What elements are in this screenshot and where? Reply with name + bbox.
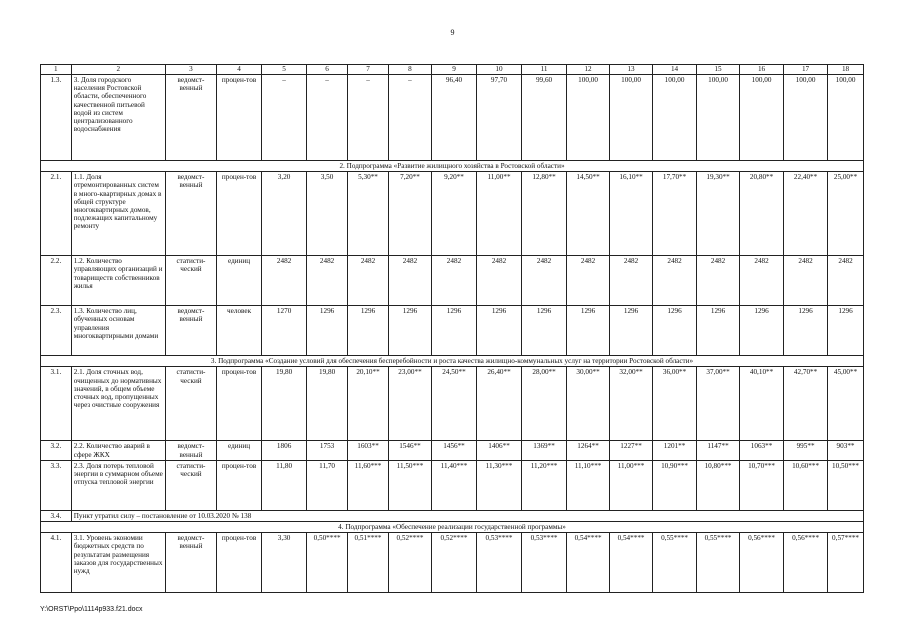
value-cell: 10,60*** [784,460,828,510]
value-cell: 100,00 [828,75,864,161]
value-cell: 100,00 [697,75,740,161]
row-number: 2.3. [41,306,72,356]
value-cell: 2482 [477,256,522,306]
column-number: 18 [828,65,864,75]
unit: процен-тов [217,533,262,593]
column-number: 2 [71,65,165,75]
unit: единиц [217,256,262,306]
value-cell: 1270 [262,306,307,356]
value-cell: 16,10** [610,172,653,256]
column-number: 10 [477,65,522,75]
row-number: 2.1. [41,172,72,256]
value-cell: 0,53**** [522,533,567,593]
value-cell: 0,53**** [477,533,522,593]
value-cell: 1296 [610,306,653,356]
value-cell: 11,00** [477,172,522,256]
column-number: 17 [784,65,828,75]
value-cell: 0,50**** [307,533,348,593]
value-cell: 1296 [740,306,784,356]
table-row [41,75,864,161]
value-cell: 11,00*** [610,460,653,510]
unit: процен-тов [217,75,262,161]
value-cell: 100,00 [653,75,697,161]
subprogram-heading-row [41,356,864,367]
value-cell: 1753 [307,441,348,460]
value-cell: 0,55**** [653,533,697,593]
column-number-row [41,65,864,75]
column-number: 6 [307,65,348,75]
value-cell: 2482 [348,256,389,306]
table-row [41,256,864,306]
column-number: 3 [165,65,216,75]
value-cell: 10,70*** [740,460,784,510]
value-cell: 0,54**** [610,533,653,593]
indicator-type: ведомст-венный [165,172,216,256]
value-cell: 100,00 [610,75,653,161]
indicator-type: ведомст-венный [165,533,216,593]
value-cell: 100,00 [567,75,610,161]
value-cell: 99,60 [522,75,567,161]
value-cell: 7,20** [388,172,431,256]
table-row [41,533,864,593]
value-cell: 3,50 [307,172,348,256]
value-cell: 2482 [388,256,431,306]
value-cell: 0,55**** [697,533,740,593]
unit: процен-тов [217,367,262,441]
value-cell: 1603** [348,441,389,460]
value-cell: 45,00** [828,367,864,441]
indicator-type: статисти-ческий [165,460,216,510]
value-cell: 10,90*** [653,460,697,510]
value-cell: 1456** [431,441,476,460]
value-cell: 2482 [307,256,348,306]
unit: процен-тов [217,172,262,256]
value-cell: 2482 [740,256,784,306]
value-cell: 1296 [828,306,864,356]
value-cell: 100,00 [784,75,828,161]
value-cell: 903** [828,441,864,460]
value-cell: 995** [784,441,828,460]
value-cell: 14,50** [567,172,610,256]
value-cell: 0,54**** [567,533,610,593]
row-number: 2.2. [41,256,72,306]
value-cell: 11,80 [262,460,307,510]
value-cell: 1296 [348,306,389,356]
indicator-name: 1.3. Количество лиц, обученных основам управления многоквартирными домами [71,306,165,356]
subprogram-heading: 4. Подпрограмма «Обеспечение реализации государственной программы» [41,522,864,533]
subprogram-heading: 2. Подпрограмма «Развитие жилищного хозяйства в Ростовской области» [41,161,864,172]
column-number: 16 [740,65,784,75]
value-cell: 1296 [653,306,697,356]
value-cell: 1147** [697,441,740,460]
table-row [41,510,864,521]
value-cell: 23,00** [388,367,431,441]
value-cell: 11,50*** [388,460,431,510]
value-cell: – [307,75,348,161]
table-row [41,460,864,510]
value-cell: 11,20*** [522,460,567,510]
value-cell: 42,70** [784,367,828,441]
column-number: 15 [697,65,740,75]
value-cell: 25,00** [828,172,864,256]
value-cell: 1806 [262,441,307,460]
subprogram-heading: 3. Подпрограмма «Создание условий для обеспечения бесперебойности и роста качества жилищно-коммунальных услуг на территории Ростовской области» [41,356,864,367]
value-cell: 11,30*** [477,460,522,510]
column-number: 11 [522,65,567,75]
indicator-name: 1.2. Количество управляющих организаций и товариществ собственников жилья [71,256,165,306]
repealed-note: Пункт утратил силу – постановление от 10.03.2020 № 138 [71,510,863,521]
unit: единиц [217,441,262,460]
value-cell: 12,80** [522,172,567,256]
value-cell: 40,10** [740,367,784,441]
value-cell: 1406** [477,441,522,460]
value-cell: 19,30** [697,172,740,256]
value-cell: 11,40*** [431,460,476,510]
value-cell: 30,00** [567,367,610,441]
indicator-type: ведомст-венный [165,75,216,161]
row-number: 3.2. [41,441,72,460]
value-cell: 19,80 [307,367,348,441]
value-cell: 96,40 [431,75,476,161]
value-cell: 10,50*** [828,460,864,510]
unit: человек [217,306,262,356]
table-row [41,367,864,441]
subprogram-heading-row [41,522,864,533]
column-number: 14 [653,65,697,75]
value-cell: 37,00** [697,367,740,441]
file-path-footer: Y:\ORST\Ppo\1114p933.f21.docx [40,606,143,613]
value-cell: 2482 [610,256,653,306]
value-cell: 0,51**** [348,533,389,593]
indicator-type: статисти-ческий [165,256,216,306]
value-cell: 11,60*** [348,460,389,510]
value-cell: 19,80 [262,367,307,441]
value-cell: 10,80*** [697,460,740,510]
row-number: 1.3. [41,75,72,161]
value-cell: 0,56**** [740,533,784,593]
indicator-name: 2.1. Доля сточных вод, очищенных до нормативных значений, в общем объеме сточных вод, пропущенных через очистные сооружения [71,367,165,441]
value-cell: 2482 [522,256,567,306]
page-number: 9 [450,28,455,37]
column-number: 12 [567,65,610,75]
table-row [41,172,864,256]
value-cell: 1369** [522,441,567,460]
value-cell: 1227** [610,441,653,460]
value-cell: 1296 [522,306,567,356]
value-cell: 1063** [740,441,784,460]
value-cell: 32,00** [610,367,653,441]
row-number: 3.1. [41,367,72,441]
value-cell: – [388,75,431,161]
unit: процен-тов [217,460,262,510]
value-cell: 1296 [431,306,476,356]
value-cell: 100,00 [740,75,784,161]
value-cell: 17,70** [653,172,697,256]
column-number: 7 [348,65,389,75]
table-row [41,441,864,460]
column-number: 9 [431,65,476,75]
value-cell: 22,40** [784,172,828,256]
table-row [41,306,864,356]
value-cell: 1296 [567,306,610,356]
column-number: 4 [217,65,262,75]
column-number: 8 [388,65,431,75]
row-number: 3.4. [41,510,72,521]
value-cell: – [262,75,307,161]
value-cell: 2482 [653,256,697,306]
indicator-name: 3.1. Уровень экономии бюджетных средств по результатам размещения заказов для государственных нужд [71,533,165,593]
value-cell: – [348,75,389,161]
value-cell: 1296 [388,306,431,356]
value-cell: 28,00** [522,367,567,441]
value-cell: 20,10** [348,367,389,441]
value-cell: 2482 [828,256,864,306]
subprogram-heading-row [41,161,864,172]
value-cell: 2482 [262,256,307,306]
value-cell: 1296 [784,306,828,356]
value-cell: 36,00** [653,367,697,441]
indicator-name: 1.1. Доля отремонтированных систем в много-квартирных домах в общей структуре многоквартирных домов, подлежащих капитальному ремонту [71,172,165,256]
indicator-name: 3. Доля городского населения Ростовской области, обеспеченного качественной питьевой водой из систем централизованного водоснабжения [71,75,165,161]
value-cell: 2482 [784,256,828,306]
column-number: 13 [610,65,653,75]
indicator-name: 2.2. Количество аварий в сфере ЖКХ [71,441,165,460]
value-cell: 1546** [388,441,431,460]
value-cell: 2482 [567,256,610,306]
value-cell: 1296 [307,306,348,356]
indicator-name: 2.3. Доля потерь тепловой энергии в суммарном объеме отпуска тепловой энергии [71,460,165,510]
value-cell: 0,52**** [431,533,476,593]
value-cell: 1296 [697,306,740,356]
indicator-type: статисти-ческий [165,367,216,441]
value-cell: 0,52**** [388,533,431,593]
column-number: 5 [262,65,307,75]
value-cell: 2482 [431,256,476,306]
indicator-type: ведомст-венный [165,306,216,356]
value-cell: 26,40** [477,367,522,441]
indicator-table [40,64,864,593]
value-cell: 3,20 [262,172,307,256]
value-cell: 5,30** [348,172,389,256]
value-cell: 24,50** [431,367,476,441]
row-number: 3.3. [41,460,72,510]
value-cell: 20,80** [740,172,784,256]
value-cell: 97,70 [477,75,522,161]
value-cell: 0,56**** [784,533,828,593]
value-cell: 2482 [697,256,740,306]
indicator-type: ведомст-венный [165,441,216,460]
value-cell: 11,10*** [567,460,610,510]
column-number: 1 [41,65,72,75]
value-cell: 3,30 [262,533,307,593]
value-cell: 9,20** [431,172,476,256]
value-cell: 1201** [653,441,697,460]
value-cell: 11,70 [307,460,348,510]
value-cell: 0,57**** [828,533,864,593]
row-number: 4.1. [41,533,72,593]
value-cell: 1296 [477,306,522,356]
value-cell: 1264** [567,441,610,460]
